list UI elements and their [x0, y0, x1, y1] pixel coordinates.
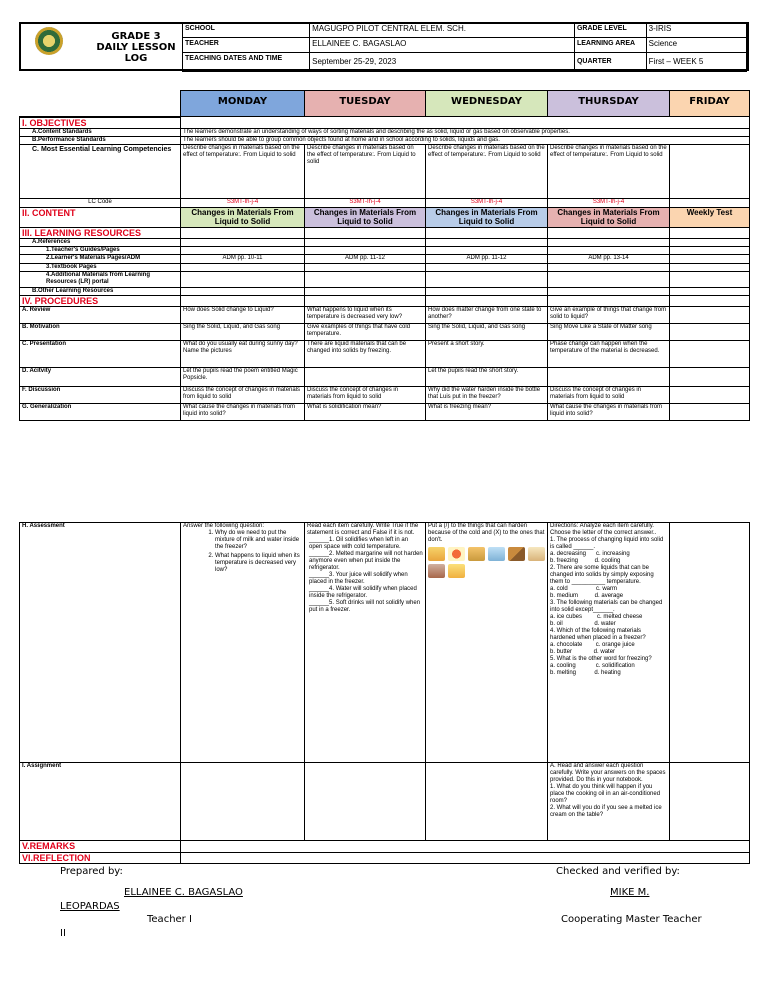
presentation-label: C. Presentation	[20, 340, 181, 367]
learning-area-value: Science	[646, 38, 746, 53]
lc-code-label: LC Code	[20, 198, 181, 207]
assessment-mon	[181, 523, 305, 763]
review-mon: How does Solid change to Liquid?	[181, 306, 305, 323]
picture-fruit-icon	[448, 547, 465, 561]
presentation-thu: Phase change can happen when the temperature of the material is decreased.	[548, 340, 670, 367]
quarter-label: QUARTER	[574, 53, 646, 72]
assessment-thu	[548, 523, 670, 763]
competency-tue: Describe changes in materials based on the effect of temperature:. From Liquid to solid	[305, 144, 426, 198]
generalization-tue: What is solidification mean?	[305, 403, 426, 420]
teacher-title: Teacher I	[147, 914, 192, 925]
day-monday: MONDAY	[181, 91, 305, 117]
textbook-label: 3.Textbook Pages	[20, 263, 181, 271]
assessment-wed-pictures	[428, 547, 545, 578]
activity-label: D. Acitvity	[20, 367, 181, 386]
competency-fri	[670, 144, 750, 198]
assessment-mon-intro: Answer the following question:	[183, 523, 265, 529]
performance-standards-label: B.Performance Standards	[20, 136, 181, 144]
assessment-thu-line: b. medium d. average	[550, 593, 624, 599]
content-standards-label: A.Content Standards	[20, 128, 181, 136]
activity-wed: Let the pupils read the short story.	[426, 367, 548, 386]
activity-mon: Let the pupils read the poem entitled Magic Popsicle.	[181, 367, 305, 386]
assessment-thu-line: b. freezing d. cooling	[550, 558, 621, 564]
dll-main-table	[19, 90, 750, 421]
quarter-value: First – WEEK 5	[646, 53, 746, 72]
discussion-thu: Discuss the concept of changes in materials from liquid to solid	[548, 386, 670, 403]
assessment-thu-line: a. cold c. warm	[550, 586, 618, 592]
section-learning-resources: III. LEARNING RESOURCES	[20, 227, 181, 238]
assessment-thu-line: a. ice cubes c. melted cheese	[550, 614, 643, 620]
generalization-mon: What cause the changes in materials from liquid into solid?	[181, 403, 305, 420]
additional-materials-label: 4.Additional Materials from Learning Resources (LR) portal	[20, 271, 181, 287]
review-thu: Give an example of things that change from solid to liquid?	[548, 306, 670, 323]
day-friday: FRIDAY	[670, 91, 750, 117]
discussion-label: F. Discussion	[20, 386, 181, 403]
assessment-fri	[670, 523, 750, 763]
assignment-thu	[548, 763, 670, 841]
picture-chocolate-icon	[428, 547, 445, 561]
lc-code-mon: S3MT-Ih-j-4	[181, 198, 305, 207]
section-reflection: VI.REFLECTION	[20, 853, 181, 864]
corner-cell	[20, 91, 181, 117]
assessment-tue-item-1: ______1. Oil solidifies when left in an open space with cold temperature.	[309, 537, 409, 550]
motivation-label: B. Motivation	[20, 323, 181, 340]
review-tue: What happens to liquid when its temperature is decreased very low?	[305, 306, 426, 323]
title-line-2: DAILY LESSON	[96, 42, 176, 53]
section-objectives: I. OBJECTIVES	[20, 117, 181, 129]
picture-ice-icon	[488, 547, 505, 561]
presentation-wed: Present a short story.	[426, 340, 548, 367]
review-wed: How does matter change from one state to another?	[426, 306, 548, 323]
content-standards-text: The learners demonstrate an understanding of ways of sorting materials and describing the as solid, liquid or gas based on observable properties.	[181, 128, 750, 136]
generalization-thu: What cause the changes in materials from liquid into solid?	[548, 403, 670, 420]
deped-seal-icon	[35, 27, 63, 55]
assignment-thu-q1: 1. What do you think will happen if you place the cooking oil in an air-conditioned room?	[550, 784, 661, 804]
teacher-title-continued: II	[60, 928, 66, 939]
assessment-thu-line: 5. What is the other word for freezing?	[550, 656, 652, 662]
generalization-wed: What is freezing mean?	[426, 403, 548, 420]
lc-code-wed: S3MT-Ih-j-4	[426, 198, 548, 207]
assessment-tue-intro: Read each item carefully. Write True if the statement is correct and False if it is not.	[307, 523, 419, 536]
picture-butter-icon	[528, 547, 545, 561]
lc-code-thu: S3MT-Ih-j-4	[548, 198, 670, 207]
competency-mon: Describe changes in materials based on the effect of temperature:. From Liquid to solid	[181, 144, 305, 198]
discussion-mon: Discuss the concept of changes in materials from liquid to solid	[181, 386, 305, 403]
lm-mon: ADM pp. 10-11	[181, 254, 305, 263]
school-value: MAGUGPO PILOT CENTRAL ELEM. SCH.	[310, 23, 575, 38]
teacher-name: ELLAINEE C. BAGASLAO	[124, 887, 243, 898]
title-line-1: GRADE 3	[111, 31, 161, 42]
assessment-tue-item-2: ______2. Melted margarine will not harden anymore even when put inside the refrigerator.	[309, 551, 423, 571]
motivation-tue: Give examples of things that have cold temperature.	[305, 323, 426, 340]
section-remarks: V.REMARKS	[20, 841, 181, 853]
content-thu: Changes in Materials From Liquid to Solid	[548, 207, 670, 227]
assessment-tue-item-4: ______4. Water will solidify when placed inside the refrigerator.	[309, 586, 417, 599]
activity-thu	[548, 367, 670, 386]
assessment-label: H. Assessment	[20, 523, 181, 763]
motivation-wed: Sing the Solid, Liquid, and Gas song	[426, 323, 548, 340]
teacher-value: ELLAINEE C. BAGASLAO	[310, 38, 575, 53]
assessment-mon-q1: 1. Why do we need to put the mixture of milk and water inside the freezer?	[215, 530, 302, 551]
checker-title: Cooperating Master Teacher	[561, 914, 702, 925]
other-resources-label: B.Other Learning Resources	[20, 287, 181, 295]
teacher-name-continued: LEOPARDAS	[60, 901, 120, 912]
assessment-thu-line: b. butter d. water	[550, 649, 616, 655]
presentation-mon: What do you usually eat during sunny day?Name the pictures	[181, 340, 305, 367]
assessment-thu-line: a. chocolate c. orange juice	[550, 642, 635, 648]
checker-name: MIKE M.	[610, 887, 650, 898]
generalization-label: G. Generalization	[20, 403, 181, 420]
assessment-thu-line: a. cooling c. solidification	[550, 663, 635, 669]
dates-value: September 25-29, 2023	[310, 53, 575, 72]
grade-level-label: GRADE LEVEL	[574, 23, 646, 38]
motivation-mon: Sing the Solid, Liquid, and Gas song	[181, 323, 305, 340]
assessment-thu-line: 4. Which of the following materials hardened when placed in a freezer?	[550, 628, 646, 641]
checked-by-label: Checked and verified by:	[556, 866, 680, 877]
content-mon: Changes in Materials From Liquid to Solid	[181, 207, 305, 227]
day-tuesday: TUESDAY	[305, 91, 426, 117]
lm-thu: ADM pp. 13-14	[548, 254, 670, 263]
performance-standards-text: The learners should be able to group common objects found at home and in school according to solids, liquids and gas.	[181, 136, 750, 144]
references-label: A.References	[20, 238, 181, 246]
section-content: II. CONTENT	[20, 207, 181, 227]
assessment-mon-questions	[183, 530, 302, 574]
review-label: A. Review	[20, 306, 181, 323]
school-label: SCHOOL	[183, 23, 310, 38]
activity-tue	[305, 367, 426, 386]
day-wednesday: WEDNESDAY	[426, 91, 548, 117]
assignment-thu-intro: A. Read and answer each question carefully. Write your answers on the spaces provided. Do this in your notebook.	[550, 763, 666, 783]
picture-bread-icon	[468, 547, 485, 561]
assessment-mon-q2: 2. What happens to liquid when its temperature is decreased very low?	[215, 553, 302, 574]
title-line-3: LOG	[124, 53, 148, 64]
motivation-thu: Sing Move Like a State of Matter song	[548, 323, 670, 340]
lc-code-tue: S3MT-Ih-j-4	[305, 198, 426, 207]
assessment-thu-line: 1. The process of changing liquid into solid is called ______.	[550, 537, 664, 550]
content-tue: Changes in Materials From Liquid to Solid	[305, 207, 426, 227]
teacher-label: TEACHER	[183, 38, 310, 53]
assessment-thu-line: b. melting d. heating	[550, 670, 621, 676]
lm-tue: ADM pp. 11-12	[305, 254, 426, 263]
assessment-tue-item-3: ______3. Your juice will solidify when placed in the freezer.	[309, 572, 408, 585]
competencies-label: C. Most Essential Learning Competencies	[20, 144, 181, 198]
assessment-thu-line: 2. There are some liquids that can be changed into solids by simply exposing them to __________ temperature.	[550, 565, 654, 585]
dates-label: TEACHING DATES AND TIME	[183, 53, 310, 72]
header-info-grid	[182, 22, 747, 72]
picture-chair-icon	[428, 564, 445, 578]
objectives-spacer	[181, 117, 750, 129]
learners-materials-label: 2.Learner's Materials Pages/ADM	[20, 254, 181, 263]
teachers-guide-label: 1.Teacher's Guides/Pages	[20, 246, 181, 254]
day-thursday: THURSDAY	[548, 91, 670, 117]
assessment-tue-item-5: ______5. Soft drinks will not solidify when put in a freezer.	[309, 600, 421, 613]
content-fri: Weekly Test	[670, 207, 750, 227]
learning-area-label: LEARNING AREA	[574, 38, 646, 53]
content-wed: Changes in Materials From Liquid to Solid	[426, 207, 548, 227]
dll-assessment-table	[19, 522, 750, 864]
assessment-thu-line: a. decreasing c. increasing	[550, 551, 630, 557]
lm-wed: ADM pp. 11-12	[426, 254, 548, 263]
competency-thu: Describe changes in materials based on the effect of temperature:. From Liquid to solid	[548, 144, 670, 198]
assessment-wed	[426, 523, 548, 763]
picture-wood-icon	[508, 547, 525, 561]
header-box	[19, 22, 749, 71]
assignment-thu-q2: 2. What will you do if you see a melted ice cream on the table?	[550, 805, 662, 818]
assessment-thu-line: 3. The following materials can be changed into solid except______.	[550, 600, 663, 613]
picture-juice-icon	[448, 564, 465, 578]
lc-code-fri	[670, 198, 750, 207]
discussion-wed: Why did the water harden inside the bottle that Luis put in the freezer?	[426, 386, 548, 403]
log-title	[81, 31, 191, 64]
competency-wed: Describe changes in materials based on the effect of temperature:. From Liquid to solid	[426, 144, 548, 198]
section-procedures: IV. PROCEDURES	[20, 295, 181, 306]
grade-level-value: 3-IRIS	[646, 23, 746, 38]
assessment-tue	[305, 523, 426, 763]
presentation-tue: There are liquid materials that can be changed into solids by freezing.	[305, 340, 426, 367]
assessment-thu-intro: Directions: Analyze each item carefully. Choose the letter of the correct answer..	[550, 523, 657, 536]
discussion-tue: Discuss the concept of changes in materials from liquid to solid	[305, 386, 426, 403]
prepared-by-label: Prepared by:	[60, 866, 123, 877]
assignment-label: I. Assignment	[20, 763, 181, 841]
assessment-thu-line: b. oil d. water	[550, 621, 616, 627]
assessment-wed-text: Put a (/) to the things that can harden because of the cold and (X) to the ones that don't.	[428, 523, 545, 543]
